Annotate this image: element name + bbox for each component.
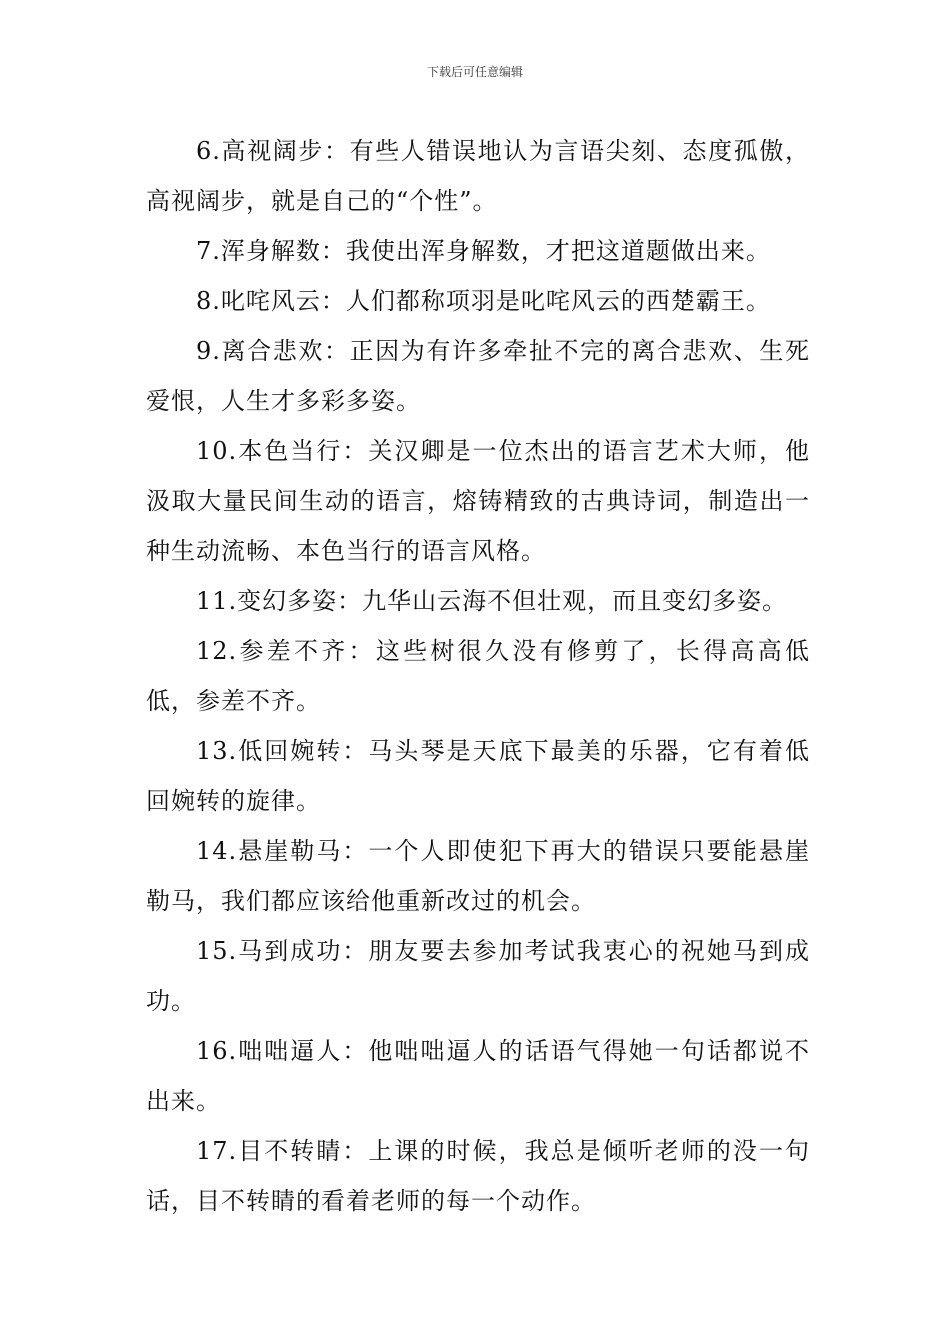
paragraph-11: 11.变幻多姿：九华山云海不但壮观，而且变幻多姿。 [196,587,788,615]
paragraph-13: 13.低回婉转：马头琴是天底下最美的乐器，它有着低回婉转的旋律。 [146,737,810,815]
paragraph-7: 7.浑身解数：我使出浑身解数，才把这道题做出来。 [196,237,771,265]
document-body [146,126,810,1226]
paragraph-9: 9.离合悲欢：正因为有许多牵扯不完的离合悲欢、生死爱恨，人生才多彩多姿。 [146,337,810,415]
paragraph-14: 14.悬崖勒马：一个人即使犯下再大的错误只要能悬崖勒马，我们都应该给他重新改过的机会。 [146,837,810,915]
paragraph-8: 8.叱咤风云：人们都称项羽是叱咤风云的西楚霸王。 [196,287,771,315]
paragraph-10: 10.本色当行：关汉卿是一位杰出的语言艺术大师，他汲取大量民间生动的语言，熔铸精致的古典诗词，制造出一种生动流畅、本色当行的语言风格。 [146,437,810,565]
paragraph-16: 16.咄咄逼人：他咄咄逼人的话语气得她一句话都说不出来。 [146,1037,810,1115]
paragraph-17: 17.目不转睛：上课的时候，我总是倾听老师的没一句话，目不转睛的看着老师的每一个动作。 [146,1137,810,1215]
page-header: 下载后可任意编辑 [426,65,523,79]
paragraph-12: 12.参差不齐：这些树很久没有修剪了，长得高高低低，参差不齐。 [146,637,810,715]
paragraph-6: 6.高视阔步：有些人错误地认为言语尖刻、态度孤傲，高视阔步，就是自己的“个性”。 [146,137,810,215]
paragraph-15: 15.马到成功：朋友要去参加考试我衷心的祝她马到成功。 [146,937,810,1015]
